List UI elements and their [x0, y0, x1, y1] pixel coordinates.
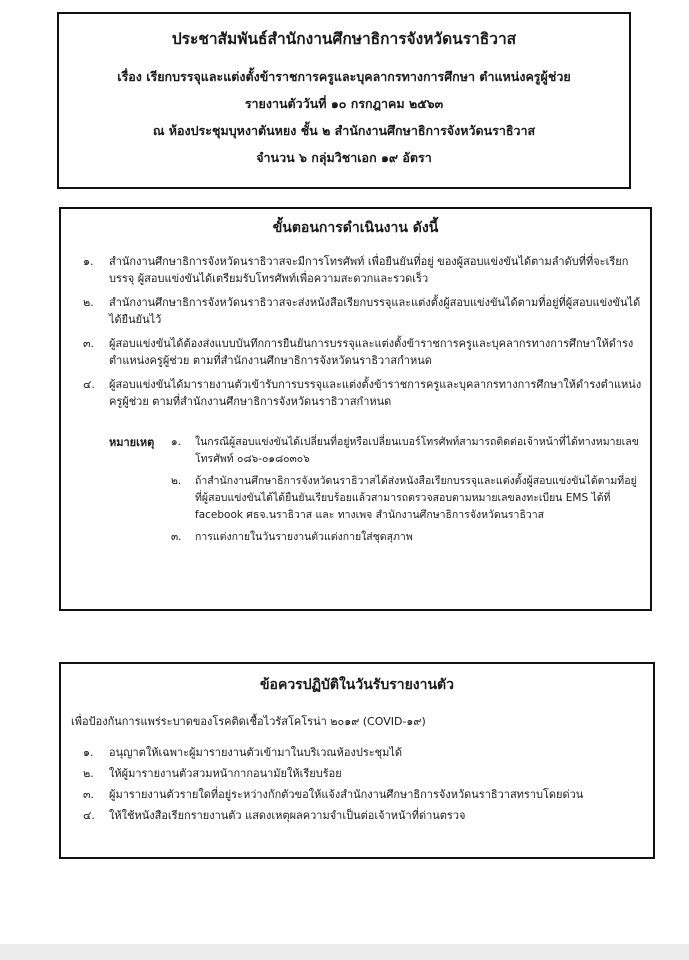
item-text: ผู้มารายงานตัวรายใดที่อยู่ระหว่างกักตัวขอให้แจ้งสำนักงานศึกษาธิการจังหวัดนราธิวาสทราบโดยด่วน	[109, 788, 584, 801]
item-number: ๔.	[83, 809, 95, 822]
announcement-header-box	[57, 12, 631, 189]
item-number: ๓.	[171, 531, 182, 543]
item-number: ๑.	[171, 436, 182, 448]
item-text: การแต่งกายในวันรายงานตัวแต่งกายใส่ชุดสุภาพ	[195, 531, 413, 543]
item-number: ๒.	[83, 296, 94, 309]
remarks-label: หมายเหตุ	[109, 436, 155, 449]
announcement-subject: เรื่อง เรียกบรรจุและแต่งตั้งข้าราชการครูและบุคลากรทางการศึกษา ตำแหน่งครูผู้ช่วย	[117, 69, 571, 84]
item-text: ในกรณีผู้สอบแข่งขันได้เปลี่ยนที่อยู่หรือเปลี่ยนเบอร์โทรศัพท์สามารถติดต่อเจ้าหน้าที่ได้ทางหมายเลขโทรศัพท์ ๐๘๖-๐๑๘๐๓๐๖	[195, 436, 639, 465]
item-number: ๑.	[83, 746, 94, 759]
item-text: ให้ผู้มารายงานตัวสวมหน้ากากอนามัยให้เรียบร้อย	[109, 767, 342, 780]
procedure-box	[59, 207, 652, 611]
item-text: อนุญาตให้เฉพาะผู้มารายงานตัวเข้ามาในบริเวณห้องประชุมได้	[109, 746, 403, 759]
guideline-item	[83, 786, 653, 803]
guidelines-title: ข้อควรปฏิบัติในวันรับรายงานตัว	[259, 677, 455, 693]
page-bottom-strip	[0, 944, 689, 960]
report-date: รายงานตัววันที่ ๑๐ กรกฎาคม ๒๕๖๓	[244, 96, 444, 111]
procedure-item	[83, 376, 642, 410]
guidelines-box	[59, 662, 655, 859]
procedure-item	[83, 335, 642, 369]
item-number: ๑.	[83, 255, 94, 268]
remarks-list	[171, 434, 640, 551]
item-number: ๔.	[83, 378, 95, 391]
item-text: ผู้สอบแข่งขันได้มารายงานตัวเข้ารับการบรรจุและแต่งตั้งข้าราชการครูและบุคลากรทางการศึกษาให้ดำรงตำแหน่งครูผู้ช่วย ตามที่สำนักงานศึกษาธิการจังหวัดนราธิวาสกำหนด	[109, 378, 642, 408]
item-text: ผู้สอบแข่งขันได้ต้องส่งแบบบันทึกการยืนยันการบรรจุและแต่งตั้งข้าราชการครูและบุคลากรทางการศึกษาให้ดำรงตำแหน่งครูผู้ช่วย ตามที่สำนักงานศึกษาธิการจังหวัดนราธิวาสกำหนด	[109, 337, 634, 367]
guidelines-list	[61, 744, 653, 824]
item-number: ๒.	[83, 767, 94, 780]
item-text: ให้ใช้หนังสือเรียกรายงานตัว แสดงเหตุผลความจำเป็นต่อเจ้าหน้าที่ด่านตรวจ	[109, 809, 466, 822]
item-number: ๒.	[171, 475, 182, 487]
item-number: ๓.	[83, 337, 95, 350]
item-text: สำนักงานศึกษาธิการจังหวัดนราธิวาสจะส่งหนังสือเรียกบรรจุและแต่งตั้งผู้สอบแข่งขันได้ตามที่อยู่ที่ผู้สอบแข่งขันได้ได้ยืนยันไว้	[109, 296, 641, 326]
guideline-item	[83, 765, 653, 782]
quota-line: จำนวน ๖ กลุ่มวิชาเอก ๑๙ อัตรา	[256, 150, 432, 165]
remark-item	[171, 529, 640, 546]
item-text: ถ้าสำนักงานศึกษาธิการจังหวัดนราธิวาสได้ส่งหนังสือเรียกบรรจุและแต่งตั้งผู้สอบแข่งขันได้ตามที่อยู่ที่ผู้สอบแข่งขันได้ได้ยืนยันเรียบร้อยแล้วสามารถตรวจสอบตามหมายเลขลงทะเบียน EMS ได้ที่ facebook ศธจ.นราธิวาส และ ทางเพจ สำนักงานศึกษาธิการจังหวัดนราธิวาส	[195, 475, 637, 521]
procedure-list	[61, 253, 650, 410]
procedure-item	[83, 294, 642, 328]
guideline-item	[83, 807, 653, 824]
guideline-item	[83, 744, 653, 761]
guidelines-intro: เพื่อป้องกันการแพร่ระบาดของโรคติดเชื้อไวรัสโคโรน่า ๒๐๑๙ (COVID-๑๙)	[71, 715, 426, 728]
remarks-section	[61, 434, 650, 551]
remark-item	[171, 434, 640, 468]
procedure-item	[83, 253, 642, 287]
item-text: สำนักงานศึกษาธิการจังหวัดนราธิวาสจะมีการโทรศัพท์ เพื่อยืนยันที่อยู่ ของผู้สอบแข่งขันได้ตามลำดับที่ที่จะเรียกบรรจุ ผู้สอบแข่งขันได้เตรียมรับโทรศัพท์เพื่อความสะดวกและรวดเร็ว	[109, 255, 629, 285]
report-location: ณ ห้องประชุมบุหงาตันหยง ชั้น ๒ สำนักงานศึกษาธิการจังหวัดนราธิวาส	[152, 123, 536, 138]
procedure-title: ขั้นตอนการดำเนินงาน ดังนี้	[272, 220, 439, 236]
remark-item	[171, 473, 640, 524]
announcement-title: ประชาสัมพันธ์สำนักงานศึกษาธิการจังหวัดนราธิวาส	[171, 30, 517, 48]
item-number: ๓.	[83, 788, 95, 801]
